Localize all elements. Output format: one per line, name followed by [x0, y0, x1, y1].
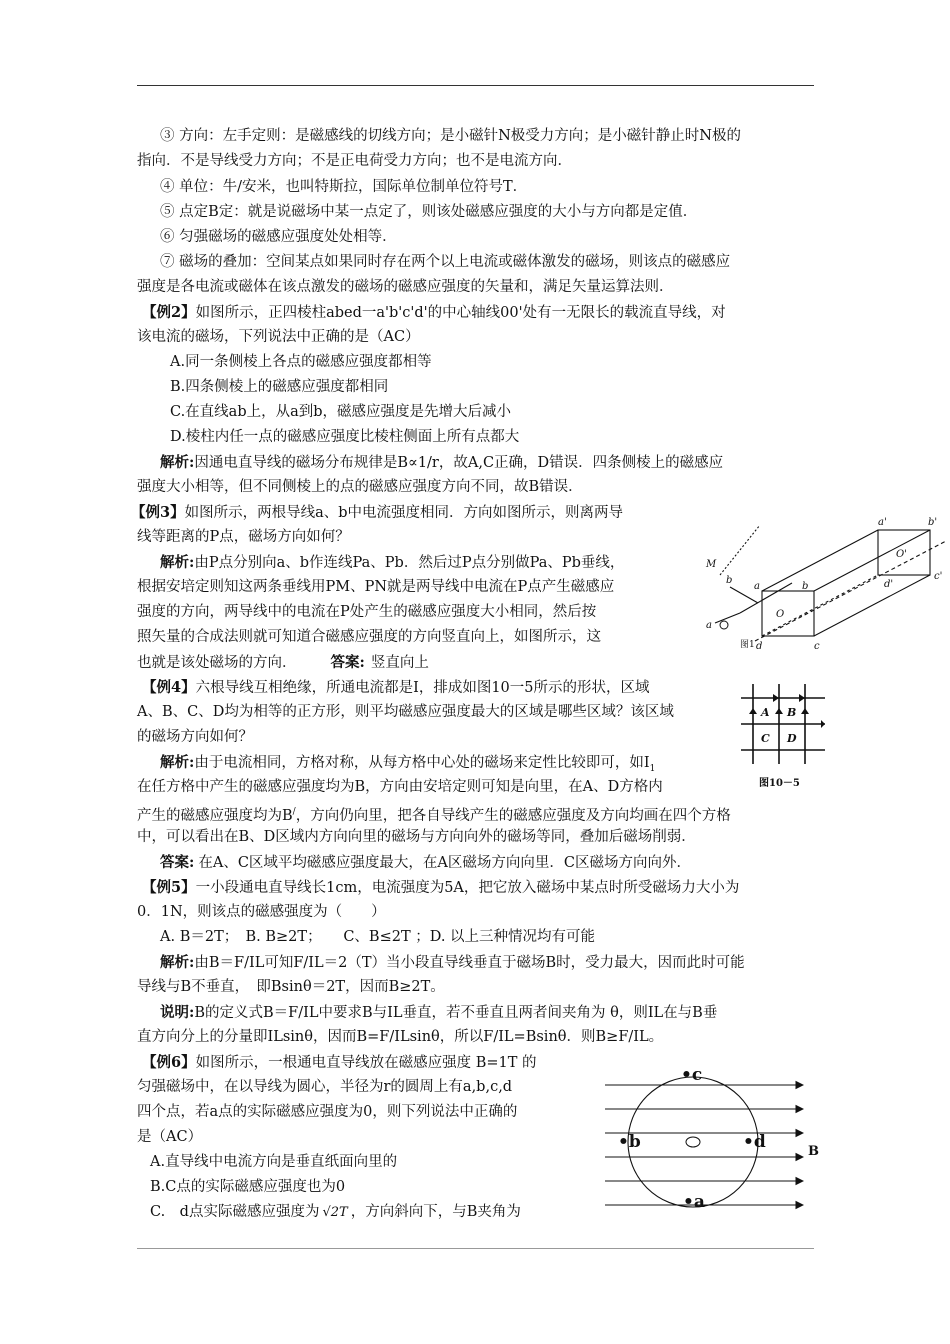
solution-line	[160, 950, 745, 976]
text-line: 照矢量的合成法则就可知道合磁感应强度的方向竖直向上，如图所示，这	[137, 629, 601, 645]
label-m: M	[706, 559, 717, 570]
text-span: C. d点实际磁感应强度为	[150, 1204, 320, 1220]
header-rule	[137, 85, 814, 86]
wire-line	[715, 613, 740, 623]
current-arrow	[749, 708, 757, 714]
text-span: 六根导线互相绝缘，所通电流都是I，排成如图10一5所示的形状，区域	[195, 680, 650, 696]
text-span: 也就是该处磁场的方向．	[137, 655, 297, 671]
answer-line	[160, 850, 691, 876]
text-span: ，方向仍向里，把各自导线产生的磁感应强度及方向均画在四个方格	[295, 807, 731, 824]
text-line: 匀强磁场中，在以导线为圆心，半径为r的圆周上有a,b,c,d	[137, 1079, 513, 1095]
solution-label: 解析:	[160, 554, 195, 571]
text-span: 由B＝F/IL可知F/IL＝2（T）当小段直导线垂直于磁场B时，受力最大，因而此时可能	[194, 955, 745, 971]
text-line: 0．1N，则该点的磁感强度为（ ）	[137, 904, 386, 920]
text-line: 是（AC）	[137, 1129, 203, 1145]
example-label: 【例5】	[142, 879, 196, 896]
option-b: B.四条侧棱上的磁感应强度都相同	[170, 379, 389, 395]
answer-text: 竖直向上	[370, 655, 429, 671]
text-line: 中，可以看出在B、D区域内方向向里的磁场与方向向外的磁场等同，叠加后磁场削弱．	[137, 829, 696, 845]
current-arrow	[773, 694, 779, 702]
label-c: c	[814, 641, 820, 652]
answer-text: 在A、C区域平均磁感应强度最大，在A区磁场方向向里．C区磁场方向向外．	[198, 855, 691, 871]
label-d: d	[756, 641, 763, 652]
text-line: A、B、C、D均为相等的正方形，则平均磁感应强度最大的区域是哪些区域？该区域	[137, 704, 674, 720]
text-line: 直方向分上的分量即ILsinθ，因而B=F/ILsinθ，所以F/IL=Bsinθ．则B≥F/IL。	[137, 1029, 664, 1045]
label-a-prime: a'	[878, 517, 887, 528]
example-6-line	[142, 1050, 537, 1076]
current-arrow	[821, 720, 825, 728]
text-line: 在任方格中产生的磁感应强度均为B，方向由安培定则可知是向里，在A、D方格内	[137, 779, 663, 795]
example-5-line	[142, 875, 739, 901]
current-symbol	[720, 621, 728, 629]
label-wire-b: b	[726, 575, 733, 586]
text-span: 如图所示，两根导线a、b中电流强度相同．方向如图所示，则离两导	[184, 505, 624, 521]
label-a: a	[754, 581, 760, 592]
point-d-label: •d	[743, 1132, 766, 1152]
example-label: 【例4】	[142, 679, 196, 696]
cell-d-label: D	[787, 732, 797, 745]
example-label: 【例2】	[142, 304, 196, 321]
figure-grid	[735, 680, 830, 792]
text-span: 如图所示，一根通电直导线放在磁感应强度 B=1T 的	[195, 1055, 537, 1071]
solution-line	[160, 450, 723, 476]
figure-caption: 图1	[740, 640, 755, 650]
text-line: 强度是各电流或磁体在该点激发的磁场的磁感应强度的矢量和，满足矢量运算法则．	[137, 279, 674, 295]
text-line: ⑥ 匀强磁场的磁感应强度处处相等．	[160, 229, 397, 245]
wire-cross-section	[686, 1137, 700, 1147]
label-wire-a: a	[706, 620, 712, 631]
option-a: A.同一条侧棱上各点的磁感应强度都相等	[170, 354, 432, 370]
prism-edge-hidden	[762, 575, 878, 636]
prism-edge	[814, 575, 930, 636]
current-arrow	[799, 694, 805, 702]
text-line: 的磁场方向如何？	[137, 729, 253, 745]
solution-line	[160, 550, 624, 576]
text-span: 由于电流相同，方格对称，从每方格中心处的磁场来定性比较即可，如I	[194, 755, 650, 771]
text-line: 线等距离的P点，磁场方向如何？	[137, 529, 350, 545]
text-line: 四个点，若a点的实际磁感应强度为0，则下列说法中正确的	[137, 1104, 518, 1120]
text-line: 强度大小相等，但不同侧棱上的点的磁感应强度方向不同，故B错误．	[137, 479, 583, 495]
example-3-line	[131, 500, 623, 526]
text-span: 一小段通电直导线长1cm，电流强度为5A，把它放入磁场中某点时所受磁场力大小为	[195, 880, 740, 896]
field-label: B	[808, 1144, 819, 1159]
cell-b-label: B	[787, 706, 797, 719]
figure-caption: 图10－5	[759, 778, 800, 789]
label-o-prime: O'	[896, 549, 907, 560]
text-span: 如图所示，正四棱柱abed一a'b'c'd'的中心轴线00'处有一无限长的载流直导线，对	[195, 305, 726, 321]
label-b: b	[802, 581, 809, 592]
label-o: O	[776, 609, 785, 620]
text-span: B的定义式B＝F/IL中要求B与IL垂直，若不垂直且两者间夹角为 θ，则IL在与B垂	[194, 1005, 718, 1021]
label-c-prime: c'	[934, 571, 943, 582]
prism-edge	[762, 530, 878, 591]
cell-c-label: C	[761, 732, 770, 745]
point-c-label: •c	[681, 1065, 703, 1085]
prism-edge	[814, 530, 930, 591]
figure-field-circle	[605, 1065, 835, 1220]
text-line: 指向．不是导线受力方向；不是正电荷受力方向；也不是电流方向．	[137, 153, 572, 169]
example-4-line	[142, 675, 650, 701]
text-span: 产生的磁感应强度均为B	[137, 807, 293, 824]
point-a-label: •a	[683, 1192, 705, 1212]
option-b: B.C点的实际磁感应强度也为0	[150, 1179, 346, 1195]
note-label: 说明:	[160, 1004, 195, 1021]
text-line: ⑦ 磁场的叠加：空间某点如果同时存在两个以上电流或磁体激发的磁场，则该点的磁感应	[160, 254, 731, 270]
subscript: 1	[649, 763, 656, 774]
text-line: 该电流的磁场，下列说法中正确的是（AC）	[137, 329, 420, 345]
text-line	[137, 650, 429, 676]
text-line: 导线与B不垂直， 即Bsinθ＝2T，因而B≥2T。	[137, 979, 445, 995]
option-c	[150, 1200, 521, 1225]
text-line: ③ 方向：左手定则：是磁感线的切线方向；是小磁针N极受力方向；是小磁针静止时N极的	[160, 128, 741, 144]
options-line: A. B＝2T； B. B≥2T； C、B≤2T ；D. 以上三种情况均有可能	[160, 929, 596, 945]
text-line: ④ 单位：牛/安米，也叫特斯拉，国际单位制单位符号T．	[160, 179, 528, 195]
superscript: /	[292, 807, 296, 817]
solution-label: 解析:	[160, 954, 195, 971]
text-line: 根据安培定则知这两条垂线用PM、PN就是两导线中电流在P点产生磁感应	[137, 579, 615, 595]
wire-line	[720, 525, 760, 575]
label-b-prime: b'	[928, 517, 938, 528]
answer-label: 答案:	[160, 854, 195, 871]
text-line: 强度的方向，两导线中的电流在P处产生的磁感应强度大小相同，然后按	[137, 604, 597, 620]
solution-label: 解析:	[160, 754, 195, 771]
example-label: 【例3】	[131, 504, 185, 521]
current-arrow	[775, 708, 783, 714]
text-span: 因通电直导线的磁场分布规律是B∝1/r，故A,C正确，D错误．四条侧棱上的磁感应	[194, 455, 724, 471]
figure-prism	[700, 505, 950, 655]
option-d: D.棱柱内任一点的磁感应强度比棱柱侧面上所有点都大	[170, 429, 520, 445]
prism-front-face	[762, 591, 814, 636]
point-b-label: •b	[618, 1132, 641, 1152]
math-expression: √2T	[322, 1205, 348, 1220]
text-line: ⑤ 点定B定：就是说磁场中某一点定了，则该处磁感应强度的大小与方向都是定值．	[160, 204, 698, 220]
cell-a-label: A	[761, 706, 770, 719]
label-d-prime: d'	[884, 579, 894, 590]
example-label: 【例6】	[142, 1054, 196, 1071]
text-span: 由P点分别向a、b作连线Pa、Pb．然后过P点分别做Pa、Pb垂线，	[194, 555, 625, 571]
current-arrow	[801, 708, 809, 714]
option-c: C.在直线ab上，从a到b，磁感应强度是先增大后减小	[170, 404, 512, 420]
reference-circle	[628, 1077, 758, 1207]
answer-label: 答案:	[330, 654, 365, 671]
text-span: ，方向斜向下，与B夹角为	[350, 1204, 521, 1220]
example-2-line	[142, 300, 726, 326]
option-a: A.直导线中电流方向是垂直纸面向里的	[150, 1154, 398, 1170]
footer-rule	[137, 1248, 814, 1249]
note-line	[160, 1000, 717, 1026]
solution-label: 解析:	[160, 454, 195, 471]
